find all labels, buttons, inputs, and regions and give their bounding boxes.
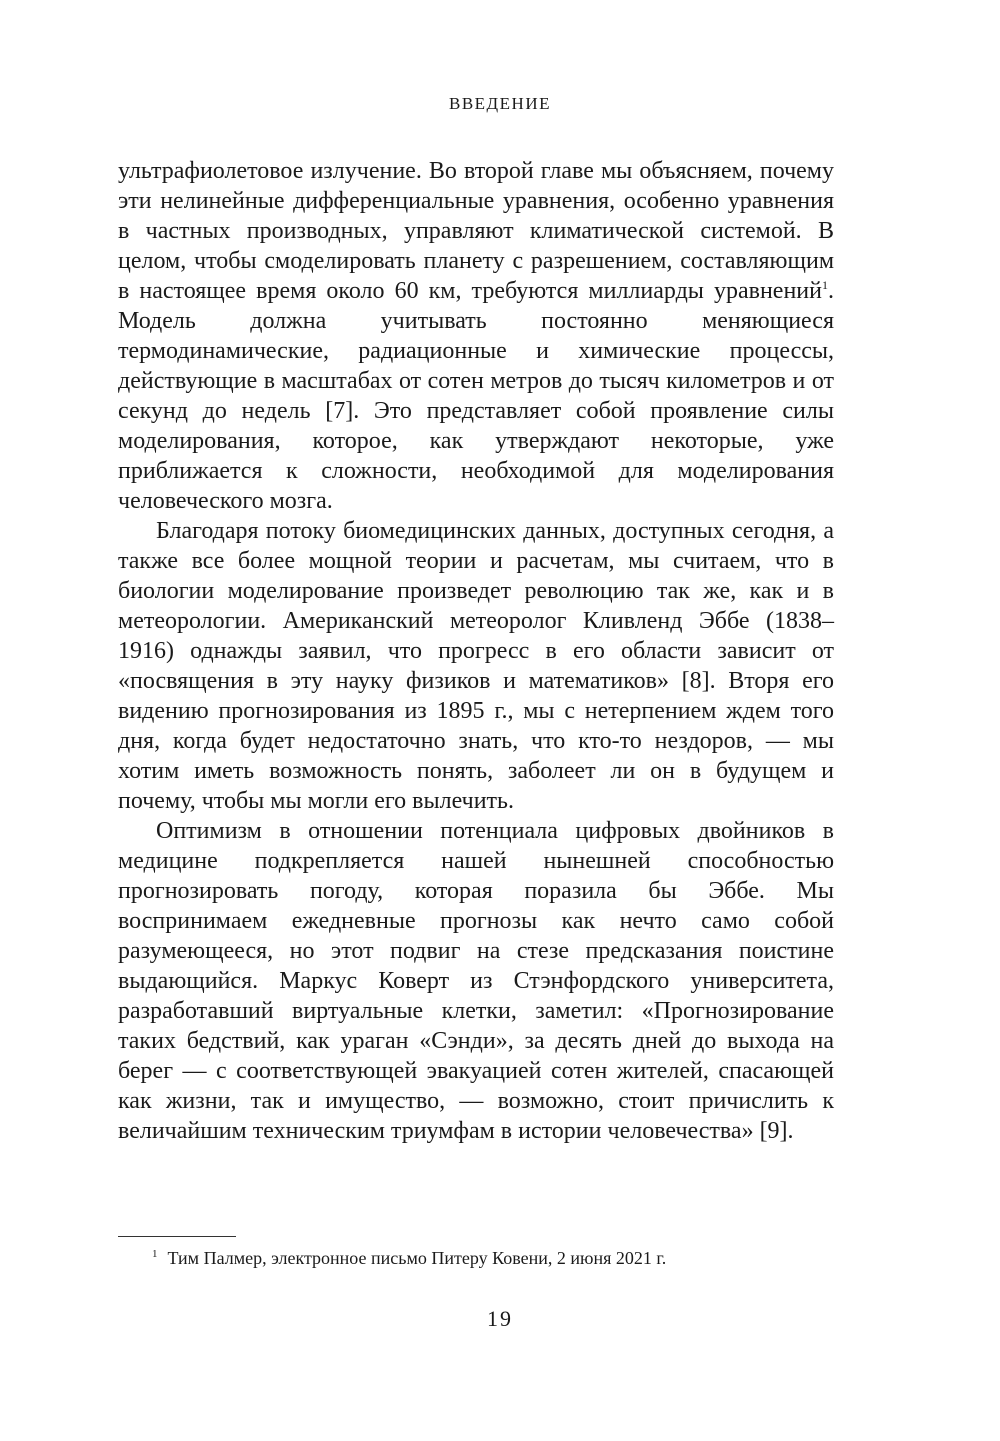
- page-number: 19: [487, 1306, 513, 1331]
- paragraph-1-part-2: . Модель должна учитывать постоянно меняющиеся термодинамические, радиационные и химические процессы, действующие в масштабах от сотен метров до тысяч километров и от секунд до недель [7]. Это представляет собой проявление силы моделирования, которое, как утверждают некоторые, уже приближается к сложности, необходимой для моделирования человеческого мозга.: [118, 278, 834, 514]
- running-head: ВВЕДЕНИЕ: [449, 94, 551, 113]
- paragraph-1-part-1: ультрафиолетовое излучение. Во второй главе мы объясняем, почему эти нелинейные дифференциальные уравнения, особенно уравнения в частных производных, управляют климатической системой. В целом, чтобы смоделировать планету с разрешением, составляющим в настоящее время около 60 км, требуются миллиарды уравнений: [118, 158, 834, 304]
- paragraph-2: Благодаря потоку биомедицинских данных, доступных сегодня, а также все более мощной теории и расчетам, мы считаем, что в биологии моделирование произведет революцию так же, как и в метеорологии. Американский метеоролог Кливленд Эббе (1838–1916) однажды заявил, что прогресс в его области зависит от «посвящения в эту науку физиков и математиков» [8]. Вторя его видению прогнозирования из 1895 г., мы с нетерпением ждем того дня, когда будет недостаточно знать, что кто-то нездоров, — мы хотим иметь возможность понять, заболеет ли он в будущем и почему, чтобы мы могли его вылечить.: [118, 518, 834, 814]
- body-text: [118, 156, 834, 1146]
- footnote-marker: 1: [152, 1248, 158, 1260]
- footnote-divider: [118, 1236, 236, 1237]
- paragraph-3: Оптимизм в отношении потенциала цифровых двойников в медицине подкрепляется нашей нынешней способностью прогнозировать погоду, которая поразила бы Эббе. Мы воспринимаем ежедневные прогнозы как нечто само собой разумеющееся, но этот подвиг на стезе предсказания поистине выдающийся. Маркус Коверт из Стэнфордского университета, разработавший виртуальные клетки, заметил: «Прогнозирование таких бедствий, как ураган «Сэнди», за десять дней до выхода на берег — с соответствующей эвакуацией сотен жителей, спасающей как жизни, так и имущество, — возможно, стоит причислить к величайшим техническим триумфам в истории человечества» [9].: [118, 818, 834, 1144]
- footnote-text: Тим Палмер, электронное письмо Питеру Ковени, 2 июня 2021 г.: [167, 1248, 667, 1268]
- footnote-reference[interactable]: 1: [822, 278, 828, 292]
- footnote: [152, 1246, 834, 1270]
- paragraph-1: [118, 156, 834, 516]
